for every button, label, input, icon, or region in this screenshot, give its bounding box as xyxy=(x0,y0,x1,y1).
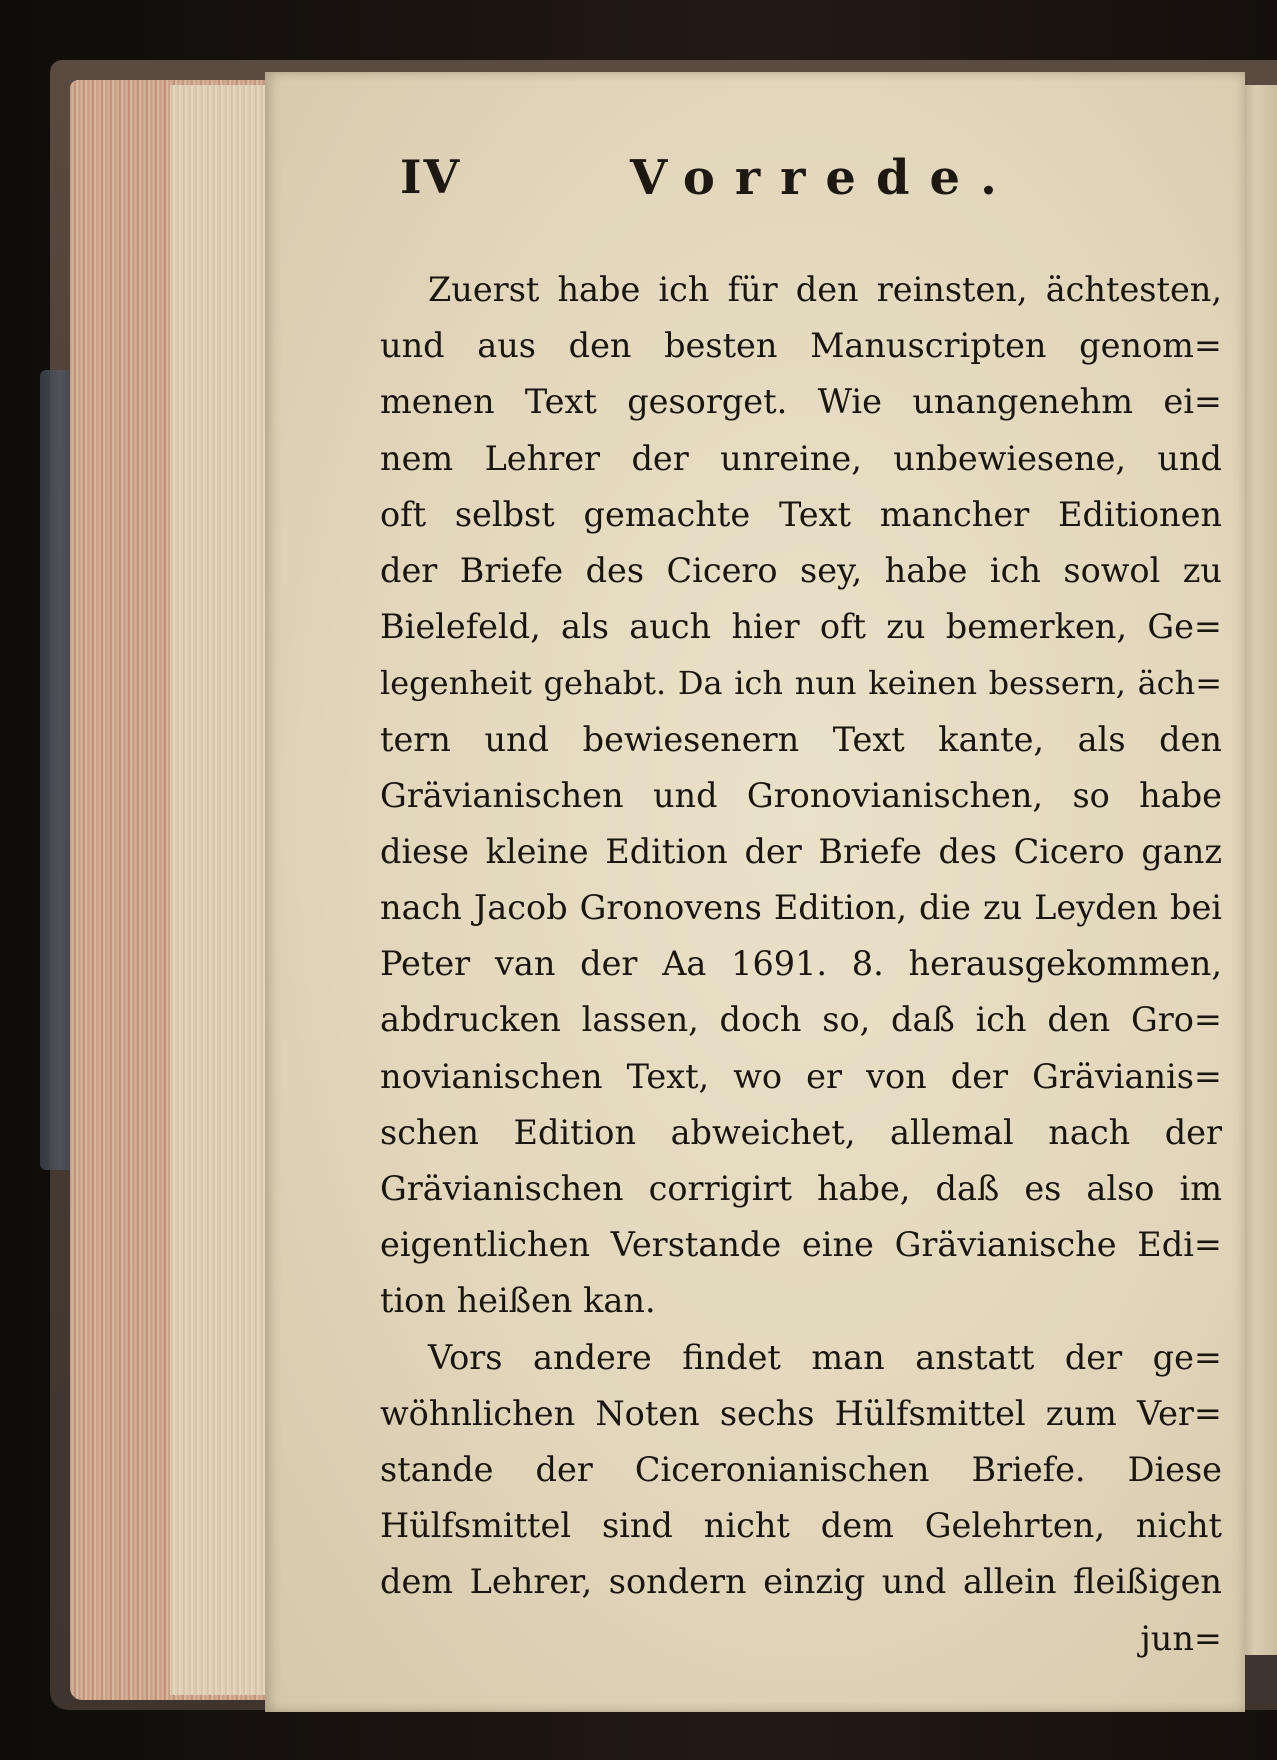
text-line: Bielefeld, als auch hier oft zu bemerken, Ge= xyxy=(380,607,1222,647)
text-line: nem Lehrer der unreine, unbewiesene, und xyxy=(380,438,1222,478)
text-line: Hülfsmittel sind nicht dem Gelehrten, nicht xyxy=(380,1506,1222,1546)
text-line: tern und bewiesenern Text kante, als den xyxy=(380,719,1222,759)
text-line: nach Jacob Gronovens Edition, die zu Leyden bei xyxy=(380,888,1222,928)
text-line: abdrucken lassen, doch so, daß ich den Gro= xyxy=(380,1000,1222,1040)
running-title: Vorrede. xyxy=(630,150,1017,206)
paragraph-1 xyxy=(380,262,1222,318)
text-line: Peter van der Aa 1691. 8. herausgekommen, xyxy=(380,944,1222,984)
text-line: legenheit gehabt. Da ich nun keinen bessern, äch= xyxy=(380,664,1222,703)
text-line: der Briefe des Cicero sey, habe ich sowol zu xyxy=(380,550,1222,590)
text-line: tion heißen kan. xyxy=(380,1281,656,1321)
text-line: novianischen Text, wo er von der Grävianis= xyxy=(380,1056,1222,1096)
text-line: Vors andere findet man anstatt der ge= xyxy=(428,1337,1222,1377)
page-header xyxy=(390,150,1030,220)
paragraph-1-body xyxy=(380,318,1222,1329)
text-line: oft selbst gemachte Text mancher Editionen xyxy=(380,494,1222,534)
text-line: Grävianischen corrigirt habe, daß es also im xyxy=(380,1169,1222,1208)
page-number: IV xyxy=(400,150,462,204)
text-line: eigentlichen Verstande eine Grävianische Edi= xyxy=(380,1225,1222,1265)
paragraph-2 xyxy=(380,1330,1222,1386)
text-line: menen Text gesorget. Wie unangenehm ei= xyxy=(380,382,1222,422)
text-line: stande der Ciceronianischen Briefe. Diese xyxy=(380,1449,1222,1489)
text-line: Grävianischen und Gronovianischen, so habe xyxy=(380,775,1222,815)
paragraph-2-body xyxy=(380,1386,1222,1611)
facing-page-edge xyxy=(1240,85,1277,1655)
text-line: Zuerst habe ich für den reinsten, ächtesten, xyxy=(428,270,1222,309)
text-line: diese kleine Edition der Briefe des Cicero ganz xyxy=(380,831,1222,871)
body-text xyxy=(380,262,1222,1667)
text-line: und aus den besten Manuscripten genom= xyxy=(380,326,1222,366)
text-line: schen Edition abweichet, allemal nach der xyxy=(380,1112,1222,1152)
text-line: dem Lehrer, sondern einzig und allein fleißigen xyxy=(380,1562,1222,1602)
page-edges-inner xyxy=(170,85,280,1695)
text-line: wöhnlichen Noten sechs Hülfsmittel zum Ver= xyxy=(380,1393,1222,1433)
catchword: jun= xyxy=(1140,1618,1222,1658)
